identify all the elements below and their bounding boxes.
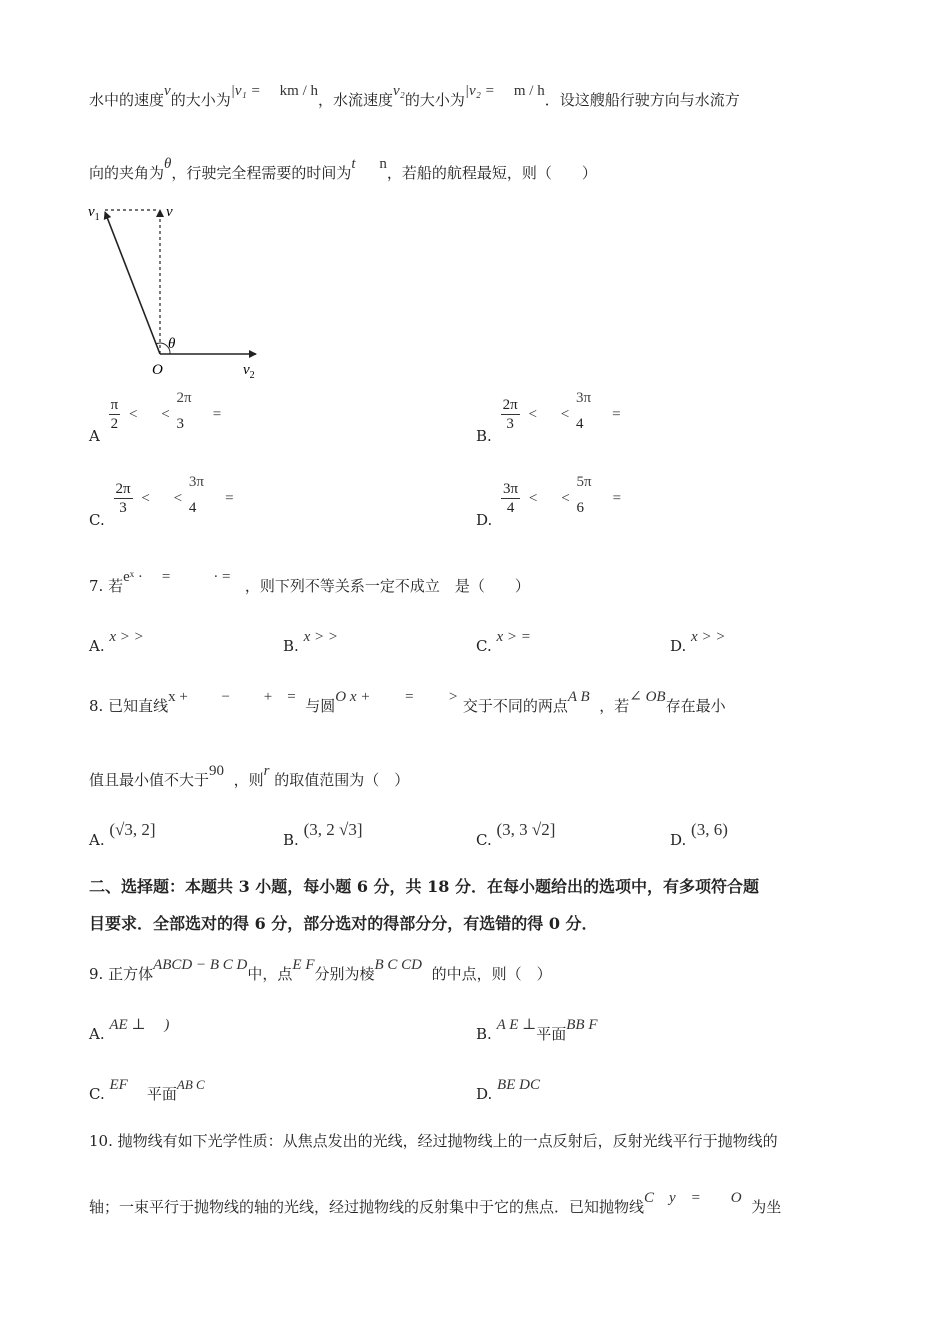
math: ∠ OB	[629, 689, 666, 705]
math: x > >	[109, 629, 144, 645]
math: v	[164, 83, 171, 99]
math: =	[612, 406, 621, 423]
math: x > >	[303, 629, 338, 645]
option-letter: D.	[670, 637, 687, 655]
q7-option-b[interactable]	[283, 629, 338, 657]
math: EF	[109, 1077, 128, 1093]
text: 的大小为	[170, 91, 231, 109]
option-letter: C.	[89, 1085, 105, 1103]
math: <	[560, 406, 570, 423]
section-heading-line1: 二、选择题：本题共 3 小题，每小题 6 分，共 18 分．在每小题给出的选项中，有多项符合题	[89, 877, 759, 896]
option-letter: D.	[476, 510, 493, 529]
math: · =	[213, 569, 231, 585]
vector-diagram	[82, 198, 272, 382]
text: 轴；一束平行于抛物线的轴的光线，经过抛物线的反射集中于它的焦点．已知抛物线	[89, 1198, 645, 1216]
math: r	[263, 763, 270, 779]
math: <	[173, 490, 183, 507]
text: ，则下列不等关系一定不成立 是（ ）	[244, 577, 530, 595]
math: <	[161, 406, 170, 423]
math: n	[379, 156, 387, 172]
label-v2: $v_2$	[243, 362, 255, 381]
q7-stem	[89, 569, 530, 597]
math: <	[141, 490, 150, 507]
math: θ	[164, 156, 172, 172]
q6-option-b[interactable]	[476, 389, 621, 445]
math: (√3, 2]	[109, 820, 156, 839]
text: 的大小为	[404, 91, 465, 109]
option-letter: B.	[476, 426, 492, 445]
text: ，水流速度	[318, 91, 394, 109]
text: 平面	[146, 1085, 177, 1103]
text: 9. 正方体	[89, 965, 154, 983]
q10-line2	[89, 1190, 782, 1218]
text: 中，点	[247, 965, 293, 983]
option-letter: B.	[476, 1025, 492, 1043]
fraction-partial: 2π 3	[176, 389, 192, 432]
text: ，若	[599, 697, 630, 715]
q8-line2	[89, 763, 410, 791]
math: C y = O	[644, 1190, 742, 1206]
math: v₂	[393, 83, 405, 99]
q6-option-a[interactable]	[89, 389, 222, 445]
math: x + − + =	[168, 689, 296, 705]
text: 与圆	[305, 697, 336, 715]
q6-line2	[89, 156, 597, 184]
math: (3, 3 √2]	[496, 820, 556, 839]
label-O: O	[152, 362, 163, 378]
text: 水中的速度	[89, 91, 165, 109]
math: |v₂ =	[464, 83, 495, 99]
text: 的中点，则（ ）	[431, 965, 552, 983]
math: =	[225, 490, 234, 507]
math: <	[128, 406, 138, 423]
text: 交于不同的两点	[462, 697, 568, 715]
option-letter: C.	[89, 510, 105, 529]
text: 8. 已知直线	[89, 697, 169, 715]
math: =	[161, 569, 171, 585]
q9-option-a[interactable]	[89, 1017, 170, 1045]
option-letter: B.	[283, 831, 299, 849]
text: ，行驶完全程需要的时间为	[171, 164, 352, 182]
math: O x + = >	[335, 689, 459, 705]
fraction-partial: 5π 6	[576, 473, 592, 516]
q9-option-d[interactable]	[476, 1077, 540, 1105]
option-letter: B.	[283, 637, 299, 655]
q8-option-a[interactable]	[89, 820, 156, 850]
math: AB C	[176, 1077, 205, 1092]
option-letter: A	[89, 426, 100, 445]
label-theta: θ	[168, 336, 176, 352]
math: A B	[567, 689, 590, 705]
text: 值且最小值不大于	[89, 771, 210, 789]
math: BB F	[566, 1017, 598, 1033]
math: x > =	[496, 629, 531, 645]
q7-option-a[interactable]	[89, 629, 144, 657]
text: ．设这艘船行驶方向与水流方	[544, 91, 740, 109]
math: eˣ ·	[123, 569, 143, 585]
math: <	[561, 490, 570, 507]
text: 为坐	[751, 1198, 782, 1216]
math: =	[612, 490, 622, 507]
fraction: $\frac{2\pi}{3}$	[502, 397, 518, 432]
option-letter: A.	[89, 637, 105, 655]
fraction: $\frac{2\pi}{3}$	[115, 481, 131, 516]
q8-option-c[interactable]	[476, 820, 556, 850]
q9-option-c[interactable]	[89, 1077, 205, 1105]
text: 向的夹角为	[89, 164, 165, 182]
q8-option-d[interactable]	[670, 820, 728, 850]
text: ，则	[233, 771, 264, 789]
fraction-partial: 3π 4	[576, 389, 592, 432]
q6-line1	[89, 83, 740, 111]
math: E F	[292, 957, 315, 973]
text: 的取值范围为（ ）	[274, 771, 410, 789]
option-letter: A.	[89, 831, 105, 849]
q7-option-d[interactable]	[670, 629, 726, 657]
option-letter: C.	[476, 831, 492, 849]
text: 存在最小	[665, 697, 726, 715]
option-letter: D.	[476, 1085, 493, 1103]
math: (3, 2 √3]	[303, 820, 363, 839]
text: 平面	[536, 1025, 567, 1043]
math: B C CD	[374, 957, 423, 973]
math-unit: m / h	[513, 83, 545, 99]
v1-arrow	[105, 212, 160, 354]
q9-option-b[interactable]	[476, 1017, 598, 1045]
q6-option-d[interactable]	[476, 473, 622, 529]
q8-option-b[interactable]	[283, 820, 363, 850]
q10-line1: 10. 抛物线有如下光学性质：从焦点发出的光线，经过抛物线上的一点反射后，反射光线平行于抛物线的	[89, 1132, 778, 1150]
math: 90	[209, 763, 225, 779]
option-letter: C.	[476, 637, 492, 655]
q8-line1	[89, 689, 726, 717]
math: <	[528, 406, 537, 423]
math: (3, 6)	[691, 820, 728, 839]
option-letter: D.	[670, 831, 687, 849]
math: =	[212, 406, 222, 423]
option-letter: A.	[89, 1025, 105, 1043]
math: BE DC	[497, 1077, 540, 1093]
fraction: $\frac{3\pi}{4}$	[503, 481, 519, 516]
label-v: v	[166, 204, 173, 220]
q9-stem	[89, 957, 552, 985]
math: <	[528, 490, 538, 507]
math: |v₁ =	[230, 83, 261, 99]
math: ABCD − B C D	[153, 957, 248, 973]
q6-option-c[interactable]	[89, 473, 234, 529]
fraction-partial: 3π 4	[188, 473, 204, 516]
math: t	[351, 156, 356, 172]
math: A E ⊥	[496, 1017, 537, 1033]
text: ，若船的航程最短，则（ ）	[386, 164, 597, 182]
math: x > >	[691, 629, 726, 645]
fraction: $\frac{\pi}{2}$	[110, 397, 119, 432]
text: 分别为棱	[314, 965, 375, 983]
label-v1: $v_1$	[88, 204, 100, 223]
q7-option-c[interactable]	[476, 629, 531, 657]
math-unit: km / h	[279, 83, 318, 99]
section-heading-line2: 目要求．全部选对的得 6 分，部分选对的得部分分，有选错的得 0 分．	[89, 914, 598, 933]
math: AE ⊥ )	[109, 1017, 170, 1033]
text: 7. 若	[89, 577, 124, 595]
